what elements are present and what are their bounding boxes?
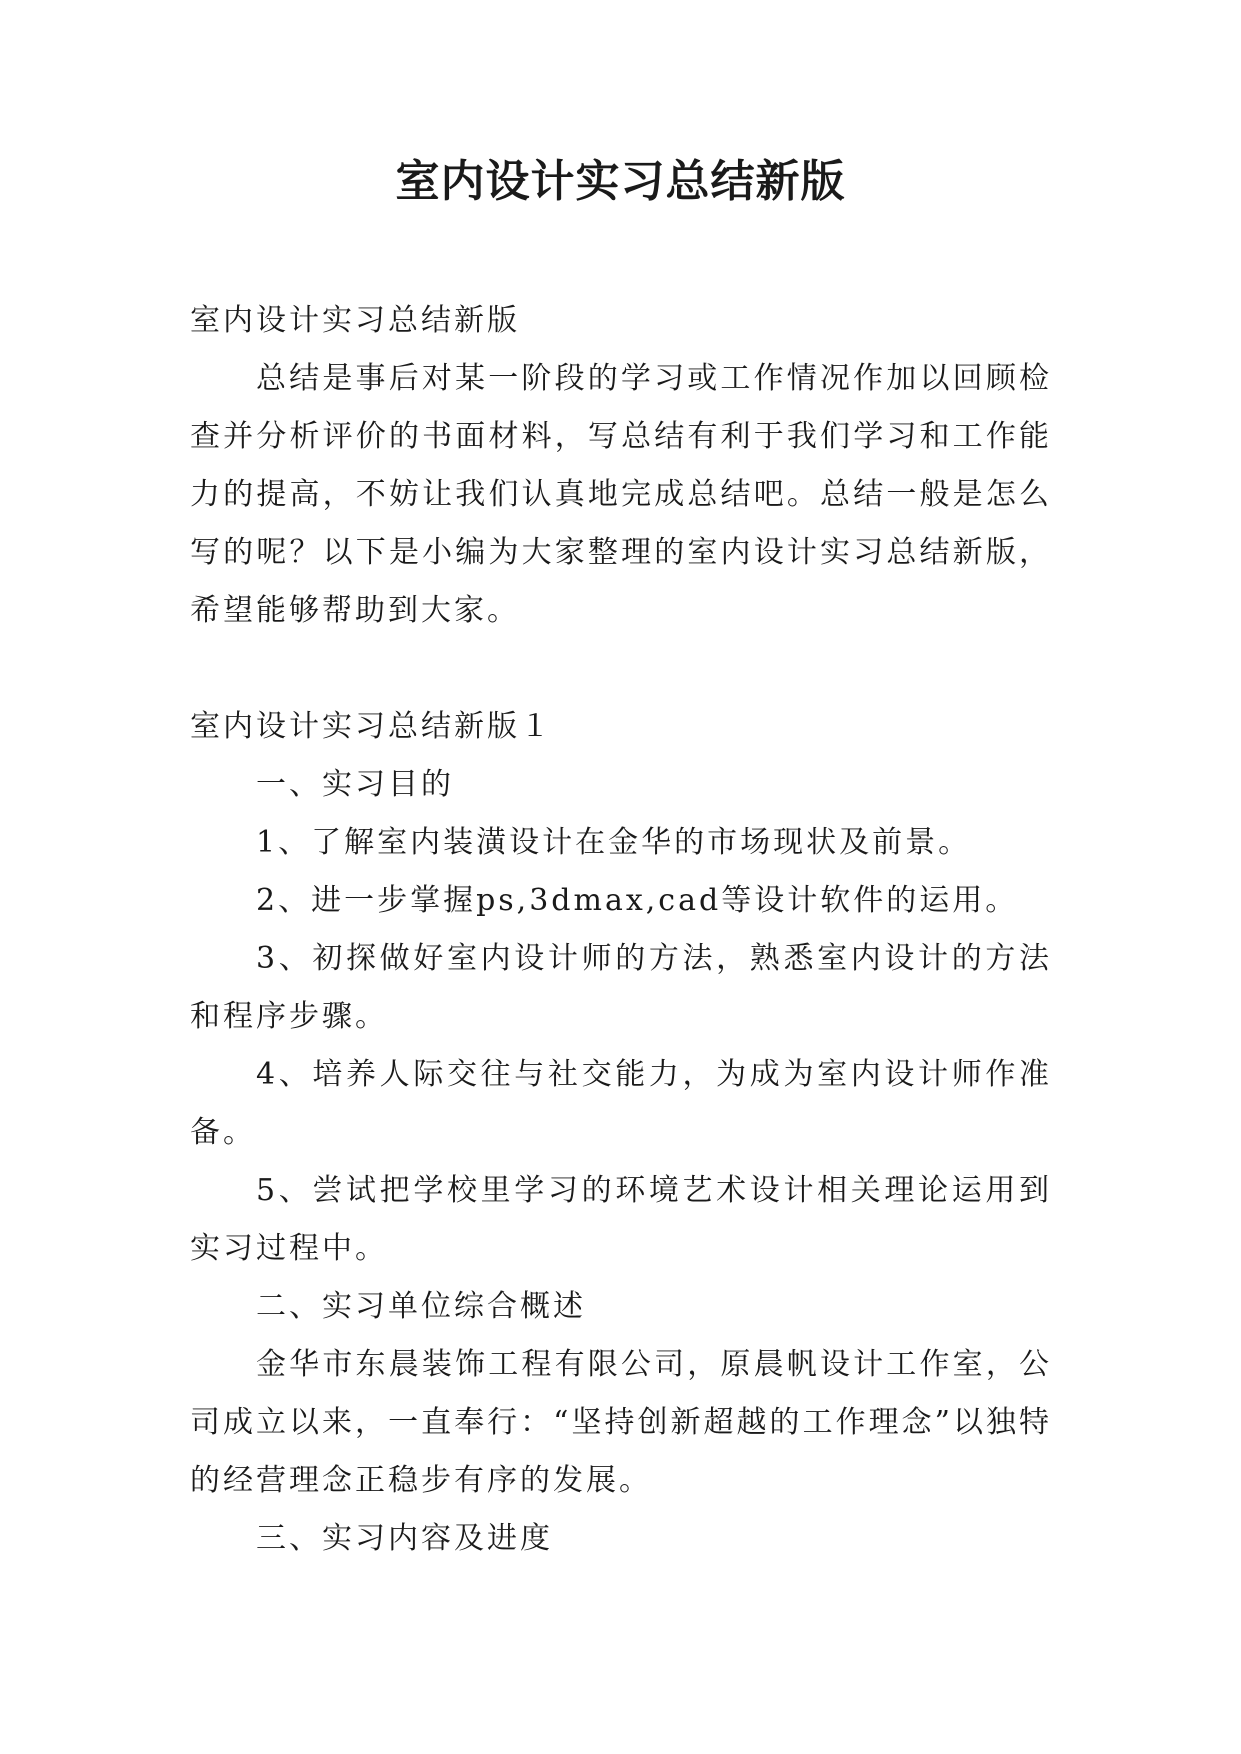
section-heading: 室内设计实习总结新版１ <box>190 709 553 744</box>
document-body <box>190 292 1052 1568</box>
subheading-purpose: 一、实习目的 <box>256 767 454 802</box>
section-spacer <box>190 640 1052 698</box>
list-item: 1、了解室内装潢设计在金华的市场现状及前景。 <box>256 825 972 860</box>
subheading-company-overview: 二、实习单位综合概述 <box>256 1289 586 1324</box>
list-item: 3、初探做好室内设计师的方法，熟悉室内设计的方法和程序步骤。 <box>190 941 1052 1034</box>
list-item: 2、进一步掌握ps,3dmax,cad等设计软件的运用。 <box>256 883 1019 918</box>
company-paragraph: 金华市东晨装饰工程有限公司，原晨帆设计工作室，公司成立以来，一直奉行：“坚持创新超越的工作理念”以独特的经营理念正稳步有序的发展。 <box>190 1347 1052 1498</box>
document-title: 室内设计实习总结新版 <box>395 156 846 207</box>
intro-paragraph: 总结是事后对某一阶段的学习或工作情况作加以回顾检查并分析评价的书面材料，写总结有利于我们学习和工作能力的提高，不妨让我们认真地完成总结吧。总结一般是怎么写的呢？以下是小编为大家整理的室内设计实习总结新版，希望能够帮助到大家。 <box>190 361 1052 628</box>
list-item: 5、尝试把学校里学习的环境艺术设计相关理论运用到实习过程中。 <box>190 1173 1052 1266</box>
subheading-content-progress: 三、实习内容及进度 <box>256 1521 553 1556</box>
intro-heading: 室内设计实习总结新版 <box>190 303 520 338</box>
list-item: 4、培养人际交往与社交能力，为成为室内设计师作准备。 <box>190 1057 1052 1150</box>
